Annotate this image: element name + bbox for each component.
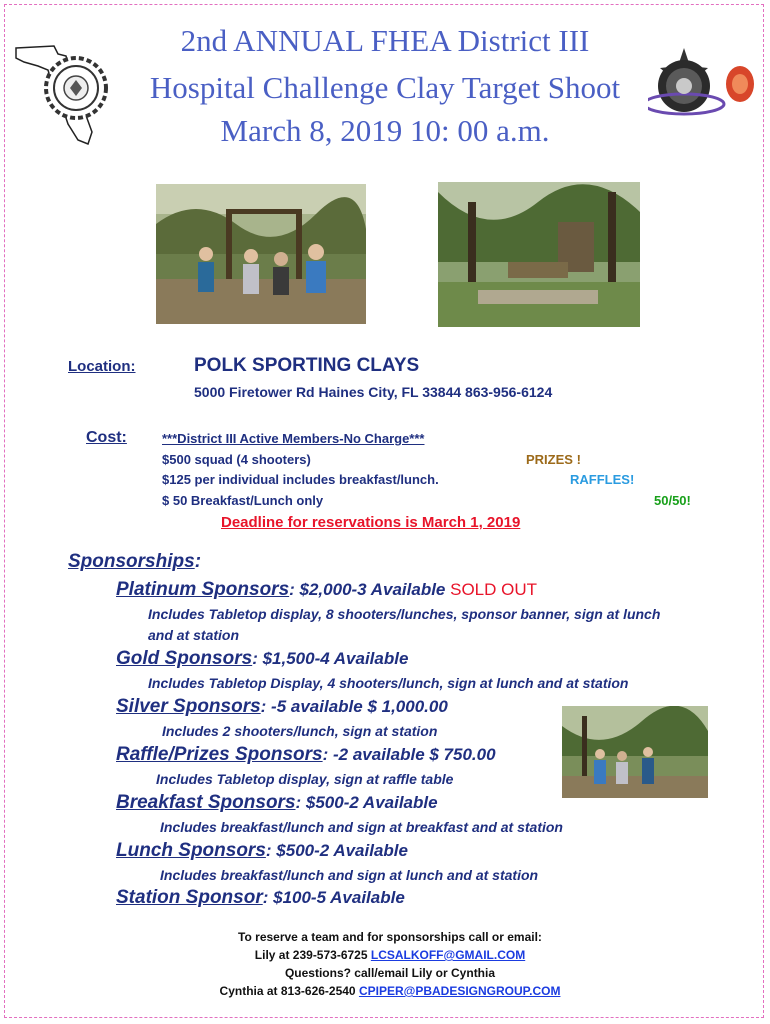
- location-label: Location:: [68, 358, 136, 375]
- tier-detail-lunch: : $500-2 Available: [265, 841, 408, 860]
- title-line-1: 2nd ANNUAL FHEA District III: [180, 23, 590, 58]
- district-emblem-logo: [648, 46, 758, 132]
- sponsor-tier-breakfast: [116, 792, 438, 814]
- footer-line-2: [140, 946, 640, 964]
- tier-desc-platinum-2: and at station: [148, 627, 240, 643]
- prizes-text: PRIZES !: [526, 452, 581, 467]
- tier-name-gold: Gold Sponsors: [116, 648, 253, 669]
- tier-detail-raffle: : -2 available $ 750.00: [322, 745, 496, 764]
- sponsorships-heading-text: Sponsorships: [68, 551, 195, 572]
- photo-shooters-left: [156, 184, 366, 324]
- cost-squad: $500 squad (4 shooters): [162, 452, 311, 467]
- tier-name-station: Station Sponsor: [116, 887, 263, 908]
- sponsor-tier-gold: [116, 648, 408, 670]
- photo-station-right: [438, 182, 640, 327]
- sold-out-badge: SOLD OUT: [450, 580, 538, 599]
- footer-line-4: [140, 982, 640, 1000]
- venue-address: 5000 Firetower Rd Haines City, FL 33844 863-956-6124: [194, 384, 553, 400]
- sponsorships-heading-colon: :: [194, 551, 202, 572]
- sponsor-tier-platinum: [116, 579, 537, 601]
- cost-members: ***District III Active Members-No Charge***: [162, 431, 425, 446]
- tier-detail-gold: : $1,500-4 Available: [252, 649, 409, 668]
- tier-detail-station: : $100-5 Available: [262, 888, 405, 907]
- tier-name-platinum: Platinum Sponsors: [116, 579, 290, 600]
- tier-name-breakfast: Breakfast Sponsors: [116, 792, 296, 813]
- cynthia-email-link[interactable]: CPIPER@PBADESIGNGROUP.COM: [358, 984, 561, 998]
- fhea-logo: [14, 40, 114, 148]
- footer-contact: [140, 928, 640, 1000]
- tier-name-silver: Silver Sponsors: [116, 696, 261, 717]
- tier-desc-raffle: Includes Tabletop display, sign at raffle table: [156, 771, 454, 787]
- fifty-fifty-text: 50/50!: [654, 493, 691, 508]
- footer-line-3: Questions? call/email Lily or Cynthia: [284, 966, 496, 980]
- sponsor-tier-silver: [116, 696, 448, 718]
- cost-individual: $125 per individual includes breakfast/lunch.: [162, 472, 439, 487]
- page-border: [4, 4, 764, 1018]
- tier-name-raffle: Raffle/Prizes Sponsors: [116, 744, 323, 765]
- sponsorships-heading: [68, 551, 201, 573]
- title-line-3: March 8, 2019 10: 00 a.m.: [220, 113, 550, 148]
- tier-desc-platinum: Includes Tabletop display, 8 shooters/lunches, sponsor banner, sign at lunch: [148, 606, 661, 622]
- deadline-text: Deadline for reservations is March 1, 2019: [221, 514, 521, 531]
- title-line-2: Hospital Challenge Clay Target Shoot: [149, 70, 621, 105]
- tier-desc-silver: Includes 2 shooters/lunch, sign at station: [162, 723, 438, 739]
- tier-detail-breakfast: : $500-2 Available: [295, 793, 438, 812]
- tier-detail-silver: : -5 available $ 1,000.00: [260, 697, 448, 716]
- tier-desc-breakfast: Includes breakfast/lunch and sign at breakfast and at station: [160, 819, 563, 835]
- cost-breakfast: $ 50 Breakfast/Lunch only: [162, 493, 324, 508]
- tier-detail-platinum: : $2,000-3 Available: [289, 580, 446, 599]
- venue-name: POLK SPORTING CLAYS: [194, 355, 420, 376]
- tier-desc-lunch: Includes breakfast/lunch and sign at lunch and at station: [160, 867, 539, 883]
- sponsor-tier-station: [116, 887, 405, 909]
- tier-desc-gold: Includes Tabletop Display, 4 shooters/lunch, sign at lunch and at station: [148, 675, 629, 691]
- sponsor-tier-raffle: [116, 744, 496, 766]
- footer-line-1: To reserve a team and for sponsorships call or email:: [238, 930, 542, 944]
- lily-email-link[interactable]: LCSALKOFF@GMAIL.COM: [370, 948, 526, 962]
- raffles-text: RAFFLES!: [570, 472, 635, 487]
- footer-lily-phone: Lily at 239-573-6725: [254, 948, 371, 962]
- sponsor-tier-lunch: [116, 840, 408, 862]
- cost-label: Cost:: [86, 429, 127, 446]
- photo-shooters-small: [562, 706, 708, 798]
- footer-cynthia-phone: Cynthia at 813-626-2540: [219, 984, 359, 998]
- tier-name-lunch: Lunch Sponsors: [116, 840, 266, 861]
